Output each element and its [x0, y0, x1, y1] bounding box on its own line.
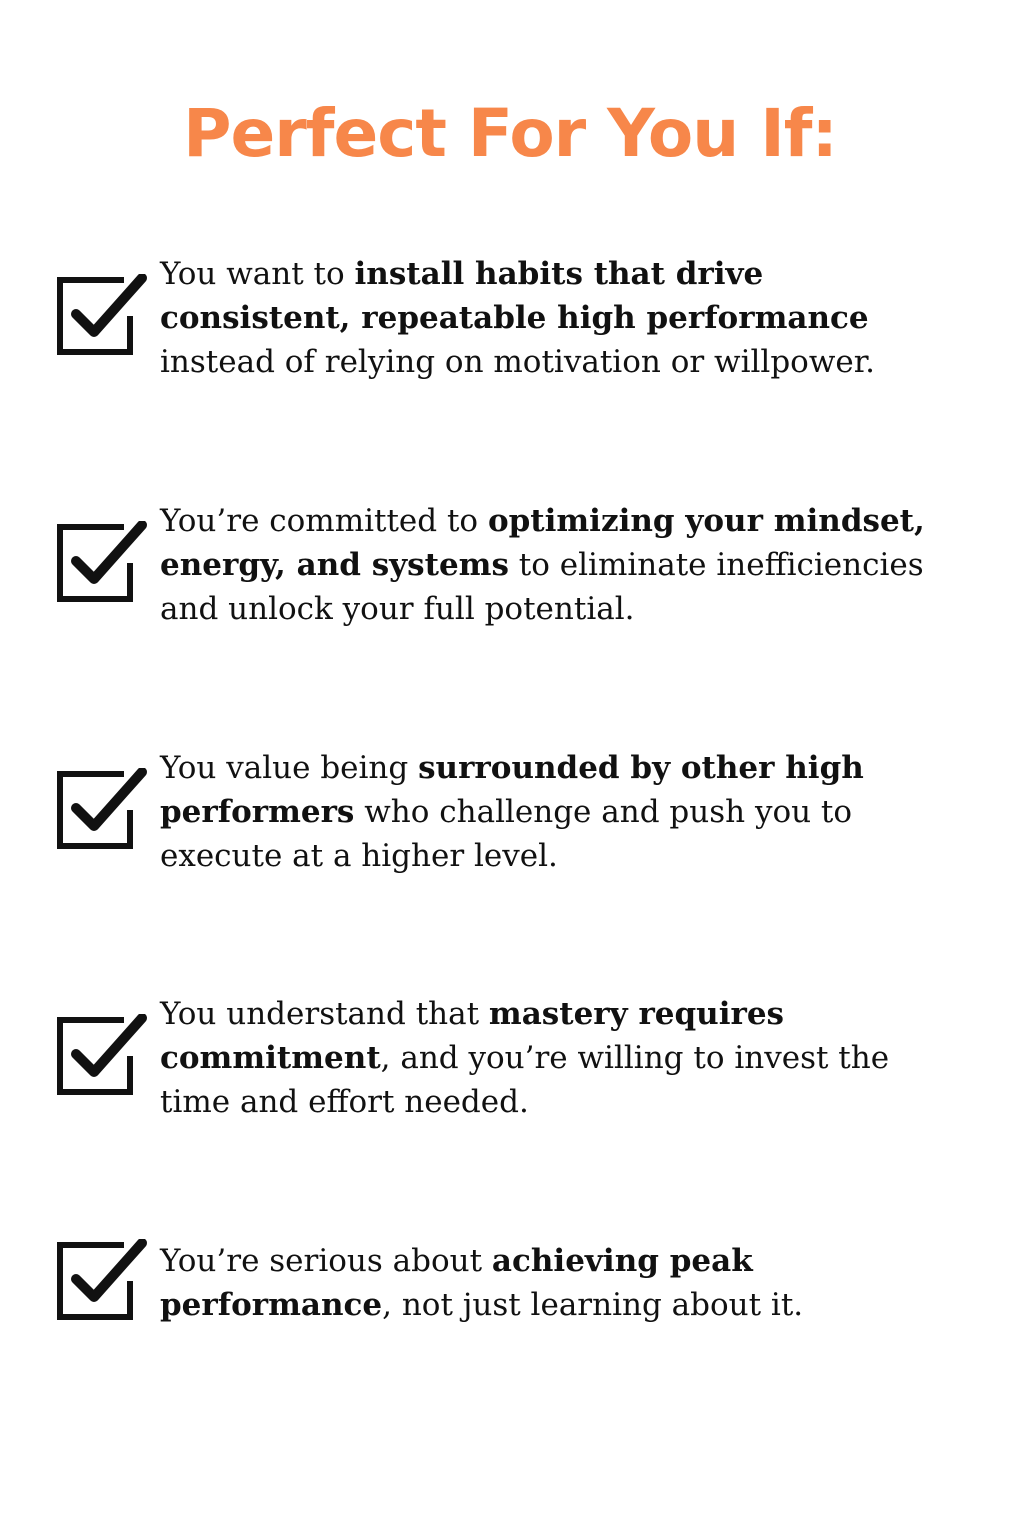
text-run: , not just learning about it. [382, 1287, 804, 1323]
checkbox-checked-icon [56, 1014, 148, 1098]
list-item-text [160, 252, 950, 384]
text-run: You want to [160, 256, 355, 292]
text-run: You’re serious about [160, 1243, 492, 1279]
list-item-text [160, 746, 950, 878]
text-run: You’re committed to [160, 503, 488, 539]
page-title: Perfect For You If: [183, 95, 837, 172]
list-item-text [160, 992, 950, 1124]
list-item-text [160, 499, 950, 631]
bold-phrase: optimizing your mindset, energy, and systems [160, 503, 925, 583]
bold-phrase: achieving peak performance [160, 1243, 753, 1323]
text-run: instead of relying on motivation or willpower. [160, 344, 875, 380]
bold-phrase: surrounded by other high performers [160, 750, 864, 830]
text-run: to eliminate inefficiencies and unlock your full potential. [160, 547, 924, 627]
list-item-text [160, 1239, 950, 1327]
text-run: who challenge and push you to execute at a higher level. [160, 794, 853, 874]
bold-phrase: install habits that drive consistent, repeatable high performance [160, 256, 869, 336]
checkbox-checked-icon [56, 521, 148, 605]
text-run: You value being [160, 750, 419, 786]
checkbox-checked-icon [56, 1239, 148, 1323]
text-run: , and you’re willing to invest the time and effort needed. [160, 1040, 890, 1120]
text-run: You understand that [160, 996, 489, 1032]
checkbox-checked-icon [56, 274, 148, 358]
checkbox-checked-icon [56, 768, 148, 852]
bold-phrase: mastery requires commitment [160, 996, 784, 1076]
